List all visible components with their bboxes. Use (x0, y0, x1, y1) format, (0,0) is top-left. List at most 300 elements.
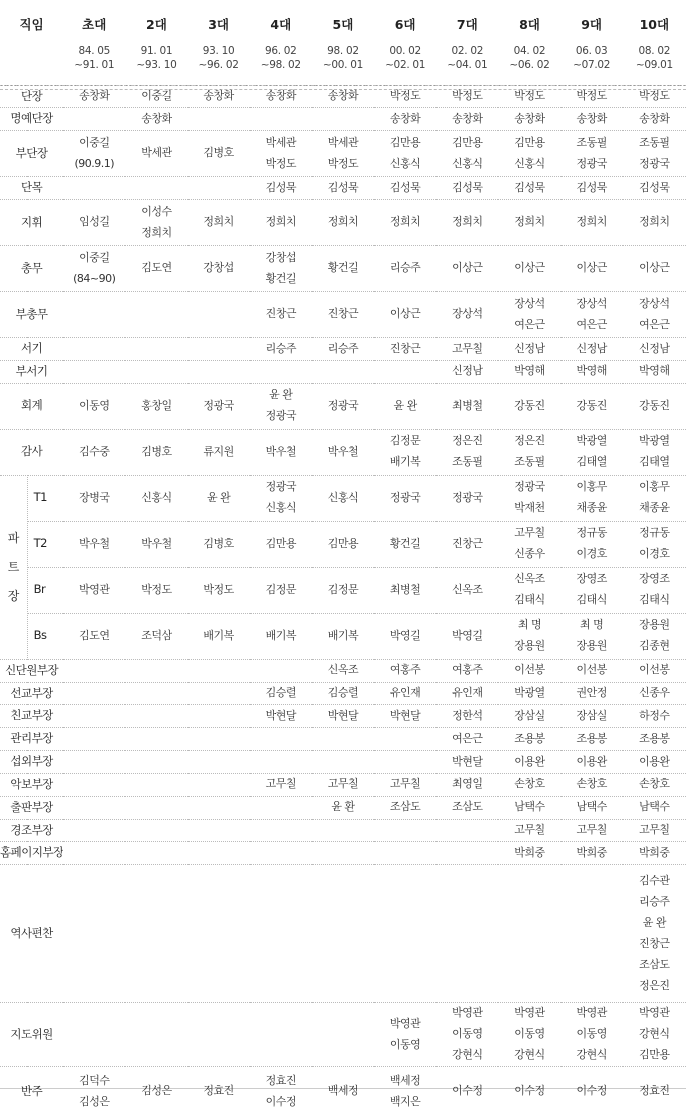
officer-cell (374, 728, 436, 751)
officer-name: 홍창일 (141, 398, 172, 412)
term-period-end: ~06. 02 (509, 58, 550, 71)
officer-cell (250, 842, 312, 865)
officer-cell (125, 429, 187, 475)
officer-cell (125, 108, 187, 131)
officer-cell (63, 383, 125, 429)
table-row (0, 819, 686, 842)
officer-name: 이중길 (79, 250, 110, 264)
officer-cell (125, 1003, 187, 1067)
officer-cell (623, 728, 686, 751)
officer-cell (188, 682, 250, 705)
officer-cell (250, 360, 312, 383)
term-period-end: ~98. 02 (260, 58, 301, 71)
officer-name: 김성묵 (389, 180, 421, 194)
officer-cell (498, 842, 560, 865)
term-period-start: 08. 02 (638, 45, 671, 57)
role-label: 단목 (0, 177, 63, 200)
officer-cell (250, 751, 312, 774)
officer-cell (250, 292, 312, 338)
officer-name: 리승주 (639, 895, 670, 909)
officer-name: 송창화 (576, 111, 607, 125)
officer-cell (63, 682, 125, 705)
officer-name: 박영관 (452, 1006, 483, 1020)
officer-name: 박우철 (79, 536, 110, 550)
role-label: 역사편찬 (0, 865, 63, 1003)
officer-name: 윤 환 (331, 800, 355, 814)
term-period-end: ~04. 01 (447, 58, 488, 71)
officer-name: 송창화 (203, 88, 234, 102)
officer-cell (498, 819, 560, 842)
term-header (125, 0, 187, 42)
term-header-label: 7대 (456, 17, 478, 32)
officer-cell (623, 613, 686, 659)
officer-cell (312, 751, 374, 774)
officer-cell (623, 292, 686, 338)
officer-name: 장용원 (639, 618, 670, 632)
officer-cell (561, 383, 623, 429)
role-label: 출판부장 (0, 796, 63, 819)
table-row (0, 1003, 686, 1067)
officer-name: 박광열 (576, 434, 607, 448)
officer-cell (623, 659, 686, 682)
officer-name: 김성묵 (452, 180, 483, 194)
officer-name: 최병철 (452, 398, 483, 412)
officer-cell (250, 773, 312, 796)
officer-name: 이홍무 (639, 480, 670, 494)
officer-cell (561, 177, 623, 200)
officer-cell (63, 338, 125, 361)
officer-cell (188, 131, 250, 177)
officer-cell (188, 865, 250, 1003)
officer-name: 장삼실 (576, 708, 607, 722)
officer-name: 김덕수 (79, 1073, 110, 1087)
officer-name: 송창화 (141, 111, 172, 125)
officer-cell (250, 429, 312, 475)
officer-name: 이용완 (639, 754, 670, 768)
role-label: 선교부장 (0, 682, 63, 705)
officer-name: 이수정 (514, 1084, 545, 1098)
officer-name: 박우철 (327, 444, 359, 458)
table-row (0, 108, 686, 131)
officer-cell (498, 131, 560, 177)
officer-cell (125, 705, 187, 728)
officer-name: 손창호 (514, 777, 545, 791)
officer-cell (312, 131, 374, 177)
period-row (0, 42, 686, 85)
officer-cell (188, 85, 250, 108)
officer-name: 정은진 (514, 434, 545, 448)
term-period-end: ~91. 01 (74, 58, 115, 71)
officer-name: 황건길 (389, 536, 421, 550)
officer-cell (312, 1003, 374, 1067)
officer-cell (250, 246, 312, 292)
officer-name: 장병국 (79, 490, 110, 504)
officer-name: 백지은 (389, 1094, 421, 1108)
officer-cell (312, 773, 374, 796)
officer-name: 송창화 (265, 88, 296, 102)
officer-cell (623, 751, 686, 774)
officer-cell (436, 705, 498, 728)
officer-name: 정희치 (265, 215, 296, 229)
officer-cell (374, 177, 436, 200)
officer-name: 김만용 (389, 135, 421, 149)
officer-cell (436, 1003, 498, 1067)
officer-cell (63, 131, 125, 177)
officer-name: 이수정 (265, 1094, 296, 1108)
table-row (0, 131, 686, 177)
part-leader-row (0, 567, 686, 613)
officer-cell (125, 1066, 187, 1116)
officer-name: 강현식 (576, 1048, 607, 1062)
officer-cell (188, 292, 250, 338)
officer-cell (125, 338, 187, 361)
officer-name: 장영조 (576, 572, 607, 586)
officer-name: 박희중 (514, 845, 545, 859)
officer-cell (374, 682, 436, 705)
term-header (374, 0, 436, 42)
officer-name: 남택수 (576, 800, 607, 814)
officer-cell (125, 865, 187, 1003)
officer-cell (498, 360, 560, 383)
officer-name: 정광국 (389, 490, 421, 504)
officer-name: (84~90) (73, 271, 116, 285)
term-period-start: 02. 02 (451, 45, 484, 57)
officer-cell (188, 659, 250, 682)
role-label: 총무 (0, 246, 63, 292)
officer-cell (374, 659, 436, 682)
part-label: T2 (27, 521, 63, 567)
officer-cell (436, 751, 498, 774)
officer-cell (436, 567, 498, 613)
officer-name: 김태식 (514, 593, 545, 607)
officer-cell (436, 131, 498, 177)
officer-cell (498, 177, 560, 200)
officer-cell (250, 521, 312, 567)
officer-name: 이상근 (452, 261, 483, 275)
officer-name: 장상석 (514, 296, 545, 310)
officer-cell (498, 85, 560, 108)
officer-cell (436, 842, 498, 865)
officer-cell (188, 475, 250, 521)
term-period-start: 06. 03 (575, 45, 608, 57)
officer-cell (374, 246, 436, 292)
term-header-label: 2대 (146, 17, 167, 32)
officer-cell (561, 613, 623, 659)
officer-cell (374, 521, 436, 567)
officer-name: 박영해 (639, 364, 670, 378)
officer-cell (561, 338, 623, 361)
officer-name: 박정도 (389, 88, 421, 102)
officer-name: 임성길 (79, 215, 110, 229)
officer-name: 이동영 (452, 1027, 483, 1041)
term-header (561, 0, 623, 42)
table-row (0, 682, 686, 705)
officer-cell (63, 177, 125, 200)
officer-cell (623, 796, 686, 819)
officer-name: 채종윤 (576, 501, 607, 515)
officer-cell (63, 85, 125, 108)
officer-cell (623, 177, 686, 200)
officer-name: 김만용 (452, 135, 483, 149)
officer-cell (561, 773, 623, 796)
term-period-end: ~09.01 (635, 58, 673, 71)
table-row (0, 360, 686, 383)
term-period (188, 42, 250, 85)
officer-cell (312, 108, 374, 131)
officer-name: 진창근 (265, 307, 296, 321)
officer-cell (498, 751, 560, 774)
officer-name: 송창화 (639, 111, 670, 125)
officer-name: 김수관 (639, 874, 670, 888)
officer-name: 백세정 (327, 1084, 359, 1098)
officer-name: 정한석 (452, 708, 483, 722)
officer-cell (312, 728, 374, 751)
officer-name: 김만용 (327, 536, 359, 550)
officer-name: 박영관 (389, 1016, 421, 1030)
officer-name: 장상석 (576, 296, 607, 310)
officer-name: 신홍식 (514, 156, 545, 170)
officer-name: 박정도 (452, 88, 483, 102)
officer-name: 정효진 (203, 1084, 234, 1098)
officer-name: 신홍식 (327, 490, 359, 504)
officer-cell (312, 360, 374, 383)
officer-name: 조용봉 (576, 731, 607, 745)
officer-cell (561, 659, 623, 682)
officer-name: 박세관 (141, 146, 172, 160)
officer-cell (250, 728, 312, 751)
officer-name: 김승렬 (265, 686, 296, 700)
officer-name: 조덕삼 (141, 628, 172, 642)
officer-cell (312, 865, 374, 1003)
officer-name: 진창근 (639, 936, 670, 950)
officer-name: 이홍무 (576, 480, 607, 494)
officer-cell (374, 1003, 436, 1067)
officer-cell (623, 773, 686, 796)
officer-cell (125, 475, 187, 521)
officer-name: 박정도 (576, 88, 607, 102)
officer-cell (125, 383, 187, 429)
officer-cell (436, 613, 498, 659)
officer-name: 박영관 (576, 1006, 607, 1020)
officer-name: 박세관 (327, 135, 359, 149)
role-column-header-label: 직임 (19, 17, 44, 32)
officer-name: 박현달 (265, 708, 296, 722)
officer-name: 박정도 (203, 582, 234, 596)
officer-cell (374, 819, 436, 842)
term-period (623, 42, 686, 85)
officer-name: 정광국 (265, 409, 296, 423)
officer-cell (188, 1003, 250, 1067)
table-row (0, 338, 686, 361)
officer-cell (561, 200, 623, 246)
officer-name: 박광열 (639, 434, 670, 448)
role-label: 악보부장 (0, 773, 63, 796)
officer-cell (436, 360, 498, 383)
role-label: 신단원부장 (0, 659, 63, 682)
officer-cell (623, 475, 686, 521)
officer-name: 조용봉 (514, 731, 545, 745)
officer-cell (312, 705, 374, 728)
officer-cell (436, 475, 498, 521)
officer-name: 박우철 (141, 536, 172, 550)
officer-cell (63, 567, 125, 613)
officer-name: 남택수 (514, 800, 545, 814)
officer-cell (623, 705, 686, 728)
officer-cell (623, 819, 686, 842)
officer-name: 손창호 (639, 777, 670, 791)
term-period-end: ~02. 01 (385, 58, 426, 71)
officer-cell (63, 865, 125, 1003)
officer-cell (623, 1066, 686, 1116)
officer-cell (374, 429, 436, 475)
officer-name: 강현식 (514, 1048, 545, 1062)
officer-name: 장상석 (639, 296, 670, 310)
role-label: 반주 (0, 1066, 63, 1116)
officer-name: 진창근 (327, 307, 359, 321)
officer-name: 리승주 (265, 341, 296, 355)
officer-cell (436, 728, 498, 751)
officer-cell (250, 85, 312, 108)
officer-name: 김병호 (203, 146, 234, 160)
officer-name: 김성은 (141, 1084, 172, 1098)
officer-name: 정광국 (576, 156, 607, 170)
officer-cell (374, 773, 436, 796)
officer-name: 하정수 (639, 708, 670, 722)
officer-name: 정희치 (576, 215, 607, 229)
term-period-start: 98. 02 (327, 45, 359, 57)
officer-cell (374, 131, 436, 177)
officer-name: 김만용 (639, 1048, 670, 1062)
officer-cell (498, 865, 560, 1003)
officer-name: 리승주 (327, 341, 359, 355)
officer-cell (374, 383, 436, 429)
role-label: 부단장 (0, 131, 63, 177)
officer-cell (312, 682, 374, 705)
officer-cell (561, 567, 623, 613)
officer-cell (188, 1066, 250, 1116)
officer-cell (63, 360, 125, 383)
officer-cell (188, 429, 250, 475)
officer-cell (436, 108, 498, 131)
officer-name: 배기복 (389, 455, 421, 469)
officer-name: 박정도 (514, 88, 545, 102)
officer-cell (312, 383, 374, 429)
officer-cell (498, 429, 560, 475)
officer-name: 유인재 (452, 686, 483, 700)
officer-name: 김태열 (639, 455, 670, 469)
period-row-spacer (0, 42, 63, 85)
officer-cell (623, 200, 686, 246)
officer-name: 김만용 (265, 536, 296, 550)
term-period-end: ~07.02 (573, 58, 611, 71)
officer-name: 채종윤 (639, 501, 670, 515)
officer-cell (561, 131, 623, 177)
officer-name: 이중길 (141, 88, 172, 102)
officer-cell (498, 521, 560, 567)
role-label: 섭외부장 (0, 751, 63, 774)
officer-name: 강동진 (514, 398, 545, 412)
officer-name: 강현식 (452, 1048, 483, 1062)
officer-name: 조삼도 (452, 800, 483, 814)
officer-cell (498, 383, 560, 429)
officer-cell (188, 567, 250, 613)
officer-name: 조용봉 (639, 731, 670, 745)
officer-cell (312, 292, 374, 338)
officer-cell (312, 200, 374, 246)
officer-cell (312, 85, 374, 108)
term-period-start: 91. 01 (140, 45, 173, 57)
officer-cell (374, 108, 436, 131)
officer-cell (188, 773, 250, 796)
officer-cell (63, 475, 125, 521)
officer-name: 고무칠 (389, 777, 421, 791)
officer-name: 신홍식 (389, 156, 421, 170)
table-row (0, 796, 686, 819)
officer-cell (63, 200, 125, 246)
officer-name: 정은진 (452, 434, 483, 448)
officer-name: 진창근 (389, 341, 421, 355)
officer-name: 박정도 (327, 156, 359, 170)
officer-name: 조삼도 (389, 800, 421, 814)
term-period (561, 42, 623, 85)
officer-cell (436, 177, 498, 200)
officer-cell (561, 682, 623, 705)
officer-name: 박영길 (452, 628, 483, 642)
officer-name: 윤 완 (269, 388, 293, 402)
officer-cell (623, 338, 686, 361)
officer-cell (374, 613, 436, 659)
officer-cell (250, 338, 312, 361)
table-row (0, 705, 686, 728)
officer-name: 이동영 (514, 1027, 545, 1041)
officer-cell (498, 200, 560, 246)
officer-cell (63, 613, 125, 659)
officer-name: 박영관 (639, 1006, 670, 1020)
officer-name: 김성은 (79, 1094, 110, 1108)
officer-name: 최영일 (452, 777, 483, 791)
officer-name: 정효진 (265, 1073, 296, 1087)
officer-name: 김정문 (327, 582, 359, 596)
term-header (623, 0, 686, 42)
term-period-start: 96. 02 (264, 45, 297, 57)
officer-name: 신옥조 (452, 582, 483, 596)
officer-cell (498, 682, 560, 705)
officer-name: 김종현 (639, 639, 670, 653)
role-label: 서기 (0, 338, 63, 361)
officer-name: 정광국 (327, 398, 359, 412)
officer-name: 김병호 (203, 536, 234, 550)
officer-cell (436, 796, 498, 819)
officer-name: 이수정 (576, 1084, 607, 1098)
officer-name: 이동영 (389, 1037, 421, 1051)
officer-cell (498, 728, 560, 751)
officer-name: 강동진 (576, 398, 607, 412)
officer-name: 신종우 (514, 547, 545, 561)
officer-cell (436, 85, 498, 108)
officer-name: 고무칠 (452, 341, 483, 355)
officer-name: 정광국 (639, 156, 670, 170)
term-period (250, 42, 312, 85)
officer-cell (561, 842, 623, 865)
officer-name: 김도연 (141, 261, 172, 275)
officer-name: 송창화 (327, 88, 359, 102)
officer-cell (498, 1066, 560, 1116)
table-row (0, 177, 686, 200)
officer-name: 박정도 (265, 156, 296, 170)
officer-cell (188, 108, 250, 131)
officer-cell (374, 705, 436, 728)
officer-name: 신정남 (576, 341, 607, 355)
